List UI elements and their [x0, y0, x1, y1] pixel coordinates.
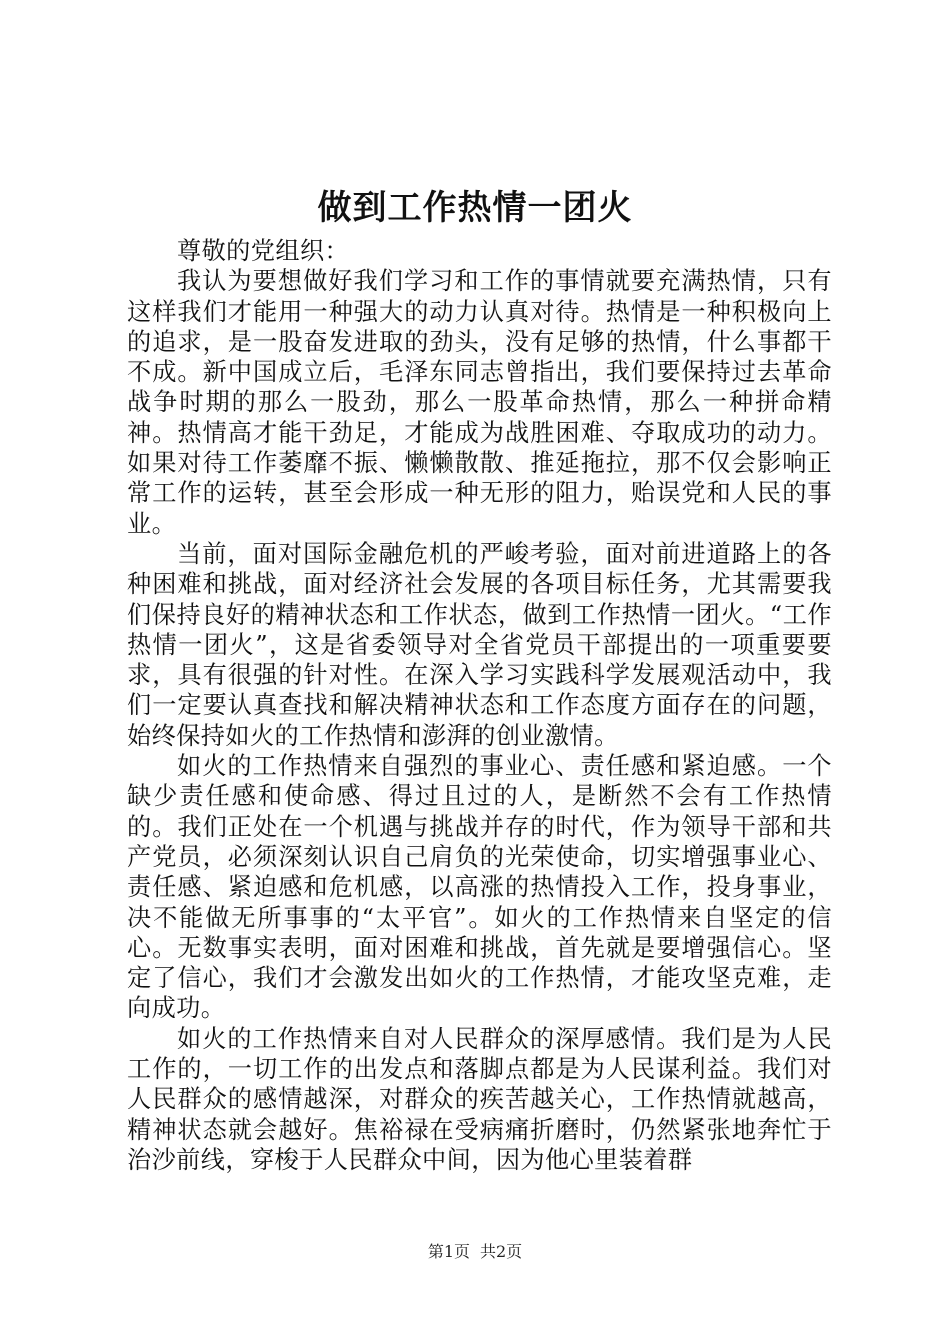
- paragraph-3: 如火的工作热情来自强烈的事业心、责任感和紧迫感。一个缺少责任感和使命感、得过且过的人，是断然不会有工作热情的。我们正处在一个机遇与挑战并存的时代，作为领导干部和共产党员，必须深刻认识自己肩负的光荣使命，切实增强事业心、责任感、紧迫感和危机感，以高涨的热情投入工作，投身事业，决不能做无所事事的“太平官”。如火的工作热情来自坚定的信心。无数事实表明，面对困难和挑战，首先就是要增强信心。坚定了信心，我们才会激发出如火的工作热情，才能攻坚克难，走向成功。: [127, 752, 832, 1023]
- paragraph-2: 当前，面对国际金融危机的严峻考验，面对前进道路上的各种困难和挑战，面对经济社会发展的各项目标任务，尤其需要我们保持良好的精神状态和工作状态，做到工作热情一团火。“工作热情一团火”，这是省委领导对全省党员干部提出的一项重要要求，具有很强的针对性。在深入学习实践科学发展观活动中，我们一定要认真查找和解决精神状态和工作态度方面存在的问题，始终保持如火的工作热情和澎湃的创业激情。: [127, 539, 832, 750]
- page-number-current: 第1页: [427, 1242, 470, 1261]
- salutation: 尊敬的党组织：: [177, 237, 350, 265]
- page-number-total: 共2页: [480, 1242, 523, 1261]
- document-body: [127, 236, 832, 1175]
- document-title: 做到工作热情一团火: [317, 188, 633, 228]
- paragraph-1: 我认为要想做好我们学习和工作的事情就要充满热情，只有这样我们才能用一种强大的动力认真对待。热情是一种积极向上的追求，是一股奋发进取的劲头，没有足够的热情，什么事都干不成。新中国成立后，毛泽东同志曾指出，我们要保持过去革命战争时期的那么一股劲，那么一股革命热情，那么一种拼命精神。热情高才能干劲足，才能成为战胜困难、夺取成功的动力。如果对待工作萎靡不振、懒懒散散、推延拖拉，那不仅会影响正常工作的运转，甚至会形成一种无形的阻力，贻误党和人民的事业。: [127, 267, 832, 538]
- paragraph-4: 如火的工作热情来自对人民群众的深厚感情。我们是为人民工作的，一切工作的出发点和落脚点都是为人民谋利益。我们对人民群众的感情越深，对群众的疾苦越关心，工作热情就越高，精神状态就会越好。焦裕禄在受病痛折磨时，仍然紧张地奔忙于治沙前线，穿梭于人民群众中间，因为他心里装着群: [127, 1024, 832, 1174]
- page-footer: [0, 1242, 950, 1262]
